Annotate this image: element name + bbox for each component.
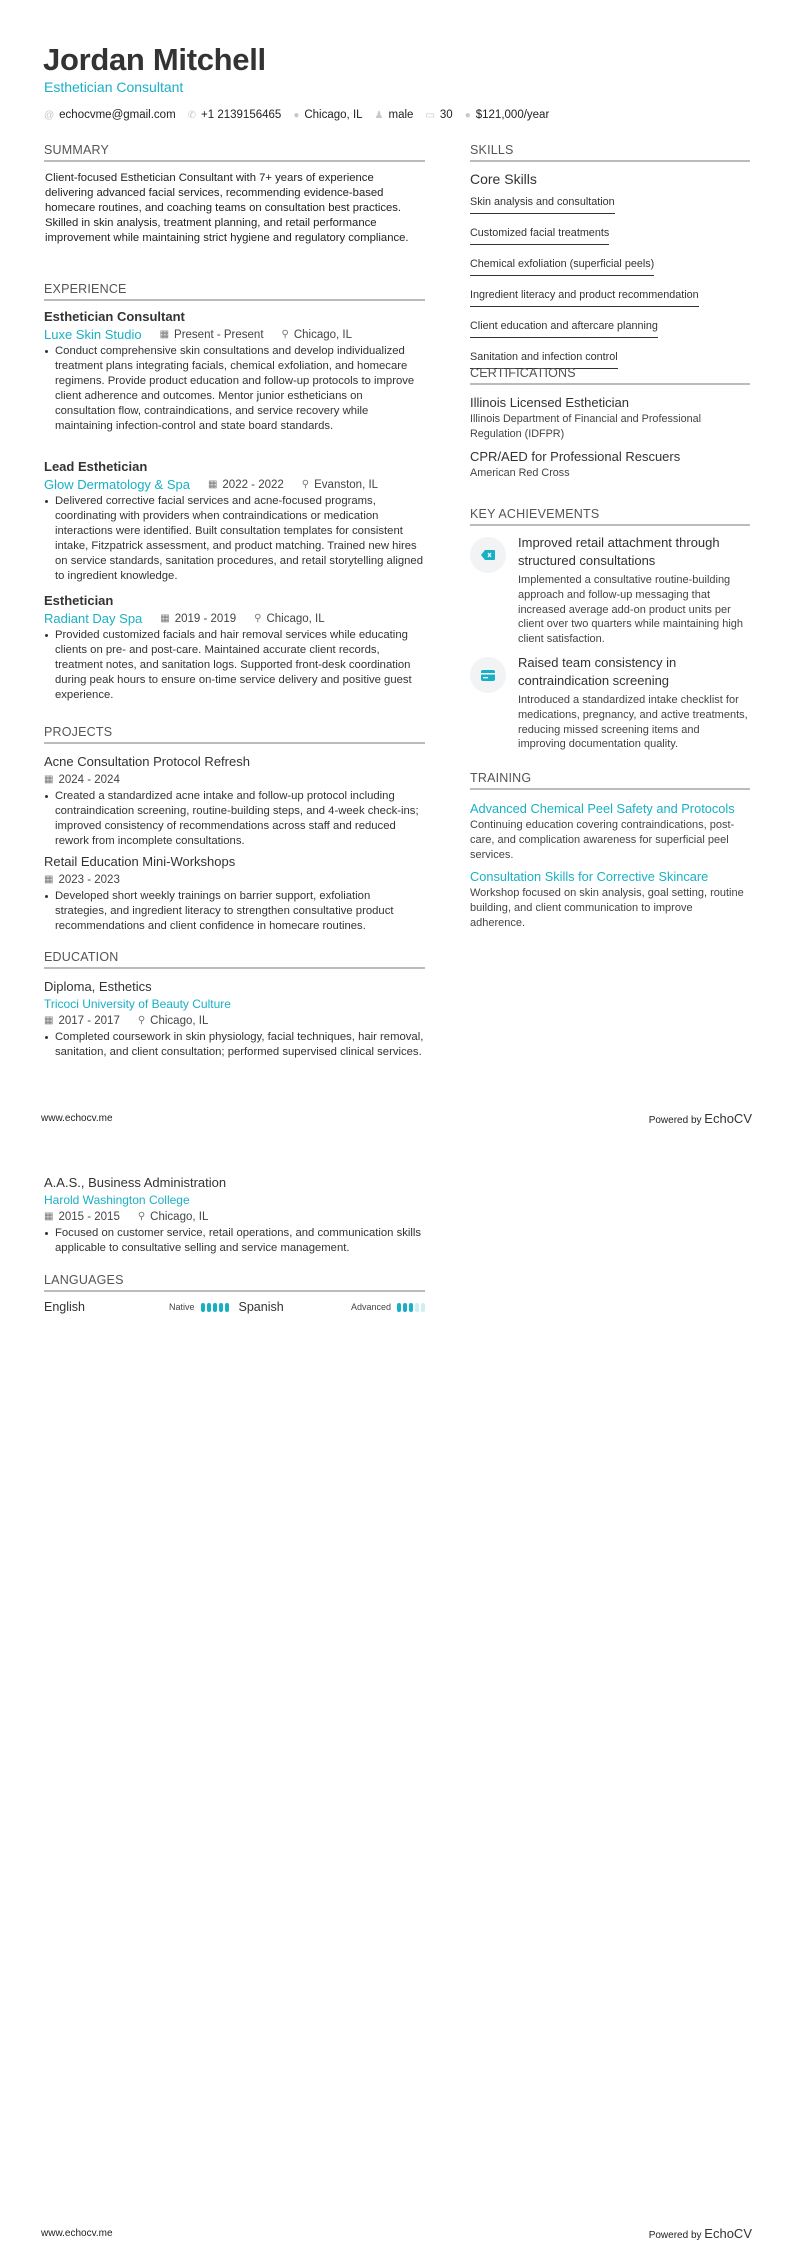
training-desc: Continuing education covering contraindications, post-care, and complication awareness for superficial peel services.: [470, 819, 735, 861]
languages-row: [44, 1300, 425, 1314]
achievement-item: [470, 654, 750, 752]
footer-site-link[interactable]: www.echocv.me: [41, 1113, 113, 1124]
skill-item: Skin analysis and consultation: [470, 196, 615, 214]
job-bullet: Delivered corrective facial services and acne-focused programs, coordinating with providers when contraindications or medication interactions were identified. Built consultation templates for consistent intake, Fitzpatrick assessment, and product matching. Trained new hires on service standards, sanitation procedures, and retail storytelling aligned to ingredient knowledge.: [44, 494, 425, 584]
skills-heading: SKILLS: [470, 143, 750, 162]
contact-email[interactable]: @ echocvme@gmail.com: [44, 109, 176, 121]
company-name: Luxe Skin Studio: [44, 327, 142, 342]
certification-name: CPR/AED for Professional Rescuers: [470, 449, 681, 464]
school-name: Harold Washington College: [44, 1193, 190, 1207]
job-dates: 2022 - 2022: [222, 479, 284, 491]
dot-filled: [409, 1303, 413, 1312]
calendar-icon: ▦: [44, 1015, 54, 1026]
job-bullet: Conduct comprehensive skin consultations and develop individualized treatment plans integrating facials, chemical exfoliation, and homecare regimens. Provide product education and follow-up protocols to improve client adherence and outcomes. Mentor junior estheticians on consultation flow, contraindications, and service recovery while maintaining infection-control and state board standards.: [44, 344, 425, 434]
achievement-desc: Implemented a consultative routine-building approach and follow-up messaging that increased average add-on product units per client over two quarters while maintaining high client satisfaction.: [518, 574, 744, 646]
certification-issuer: Illinois Department of Financial and Professional Regulation (IDFPR): [470, 413, 702, 440]
project-dates: 2024 - 2024: [58, 774, 120, 786]
dot-filled: [201, 1303, 205, 1312]
money-icon: ●: [464, 109, 471, 121]
dot-empty: [415, 1303, 419, 1312]
achievement-title: Raised team consistency in contraindication screening: [518, 655, 677, 688]
training-list: [470, 800, 750, 937]
candidate-title: Esthetician Consultant: [44, 79, 184, 95]
phone-icon: ✆: [187, 109, 197, 121]
languages-heading: LANGUAGES: [44, 1273, 425, 1292]
proficiency-dots: [397, 1303, 425, 1312]
skill-item: Chemical exfoliation (superficial peels): [470, 258, 654, 276]
location-icon: ●: [293, 109, 300, 121]
job-role: Esthetician Consultant: [44, 309, 185, 324]
project-bullet: Created a standardized acne intake and follow-up protocol including contraindication screening, routine-building steps, and 4-week check-ins; improved consistency of recommendations across staff and reduced rework from incomplete consultations.: [44, 789, 425, 849]
dot-filled: [403, 1303, 407, 1312]
contact-row: [44, 109, 549, 121]
contact-gender: ♟ male: [374, 109, 414, 121]
skill-item: Sanitation and infection control: [470, 351, 618, 369]
dot-filled: [213, 1303, 217, 1312]
dot-filled: [397, 1303, 401, 1312]
certification-issuer: American Red Cross: [470, 467, 570, 479]
language-item: Spanish Advanced: [235, 1300, 426, 1314]
experience-item: [44, 458, 425, 584]
calendar-icon: ▦: [44, 1211, 54, 1222]
training-heading: TRAINING: [470, 771, 750, 790]
experience-item: [44, 592, 425, 703]
job-location: Chicago, IL: [293, 329, 353, 341]
certifications-heading: CERTIFICATIONS: [470, 366, 750, 385]
project-bullet: Developed short weekly trainings on barrier support, exfoliation strategies, and ingredient literacy to strengthen consultative product recommendations and client confidence in homecare routines.: [44, 889, 425, 934]
experience-heading: EXPERIENCE: [44, 282, 425, 301]
contact-phone[interactable]: ✆ +1 2139156465: [187, 109, 282, 121]
dot-filled: [219, 1303, 223, 1312]
job-location: Chicago, IL: [266, 613, 325, 625]
calendar-icon: ▦: [44, 774, 54, 785]
experience-item: [44, 308, 425, 434]
calendar-icon: ▭: [425, 109, 435, 121]
dot-filled: [207, 1303, 211, 1312]
project-title: Retail Education Mini-Workshops: [44, 854, 236, 869]
certification-name: Illinois Licensed Esthetician: [470, 395, 629, 410]
project-dates: 2023 - 2023: [58, 874, 120, 886]
footer-site-link[interactable]: www.echocv.me: [41, 2228, 113, 2239]
project-title: Acne Consultation Protocol Refresh: [44, 754, 250, 769]
school-name: Tricoci University of Beauty Culture: [44, 997, 231, 1011]
contact-location: ● Chicago, IL: [293, 109, 363, 121]
company-name: Radiant Day Spa: [44, 611, 143, 626]
location-icon: ⚲: [301, 479, 310, 490]
education-heading: EDUCATION: [44, 950, 425, 969]
projects-heading: PROJECTS: [44, 725, 425, 744]
achievements-heading: KEY ACHIEVEMENTS: [470, 507, 750, 526]
degree: Diploma, Esthetics: [44, 979, 152, 994]
contact-salary: ● $121,000/year: [464, 109, 550, 121]
calendar-icon: ▦: [44, 874, 54, 885]
job-dates: 2019 - 2019: [174, 613, 237, 625]
project-item: [44, 753, 425, 849]
achievement-desc: Introduced a standardized intake checklist for medications, pregnancy, and active treatments, reducing missed screening items and improving documentation quality.: [518, 694, 748, 751]
job-role: Lead Esthetician: [44, 459, 148, 474]
job-role: Esthetician: [44, 593, 114, 608]
location-icon: ⚲: [137, 1015, 146, 1026]
education-item: Diploma, Esthetics Tricoci University of Beauty Culture ▦ 2017 - 2017 ⚲ Chicago, IL Completed coursework in skin physiology, facial techniques, hair removal, sanitation, and client consultation; performed supervised clinical services.: [44, 979, 424, 1058]
location-icon: ⚲: [281, 329, 289, 340]
job-dates: Present - Present: [174, 329, 264, 341]
dot-empty: [421, 1303, 425, 1312]
skills-list: [470, 171, 750, 378]
tag-icon: [470, 537, 506, 573]
achievement-title: Improved retail attachment through structured consultations: [518, 535, 720, 568]
skill-item: Ingredient literacy and product recommendation: [470, 289, 699, 307]
location-icon: ⚲: [137, 1211, 146, 1222]
calendar-icon: ▦: [159, 329, 170, 340]
job-location: Evanston, IL: [314, 479, 379, 491]
user-icon: ♟: [374, 109, 384, 121]
location-icon: ⚲: [254, 613, 262, 624]
candidate-name: Jordan Mitchell: [43, 42, 266, 77]
skill-item: Customized facial treatments: [470, 227, 609, 245]
footer-powered: Powered by EchoCV: [648, 2226, 752, 2241]
achievement-item: [470, 534, 750, 647]
contact-age: ▭ 30: [425, 109, 453, 121]
at-icon: @: [44, 109, 55, 121]
job-bullet: Provided customized facials and hair removal services while educating clients on pre- and post-care. Maintained accurate client records, treatment notes, and sanitation logs. Supported front-desk coordination during peak hours to ensure on-time service delivery and positive guest experience.: [44, 628, 425, 703]
card-icon: [470, 657, 506, 693]
proficiency-dots: [201, 1303, 229, 1312]
brand-logo: EchoCV: [704, 1111, 752, 1126]
project-item: [44, 853, 425, 934]
education-item: A.A.S., Business Administration Harold Washington College ▦ 2015 - 2015 ⚲ Chicago, IL Focused on customer service, retail operations, and communication skills applicable to consultative selling and service management.: [44, 1174, 425, 1256]
training-desc: Workshop focused on skin analysis, goal setting, routine building, and client communication to improve adherence.: [470, 887, 744, 929]
brand-logo: EchoCV: [704, 2226, 752, 2241]
summary-text: Client-focused Esthetician Consultant with 7+ years of experience delivering advanced facial services, recommending evidence-based homecare routines, and coaching teams on consultation best practices. Skilled in skin analysis, treatment planning, and retail performance improvement while maintaining strict hygiene and regulatory compliance.: [45, 172, 409, 244]
language-item: English Native: [44, 1300, 235, 1314]
summary-heading: SUMMARY: [44, 143, 425, 162]
calendar-icon: ▦: [160, 613, 170, 624]
skill-item: Client education and aftercare planning: [470, 320, 658, 338]
company-name: Glow Dermatology & Spa: [44, 477, 190, 492]
education-bullet: Focused on customer service, retail operations, and communication skills applicable to consultative selling and service management.: [44, 1226, 425, 1256]
calendar-icon: ▦: [207, 479, 218, 490]
training-title: Advanced Chemical Peel Safety and Protocols: [470, 801, 735, 816]
degree: A.A.S., Business Administration: [44, 1175, 227, 1190]
training-title: Consultation Skills for Corrective Skincare: [470, 869, 709, 885]
certifications-list: [470, 394, 750, 481]
dot-filled: [225, 1303, 229, 1312]
footer-powered: Powered by EchoCV: [648, 1111, 752, 1126]
education-bullet: Completed coursework in skin physiology, facial techniques, hair removal, sanitation, and client consultation; performed supervised clinical services.: [44, 1030, 425, 1060]
skill-group-title: Core Skills: [470, 171, 537, 187]
